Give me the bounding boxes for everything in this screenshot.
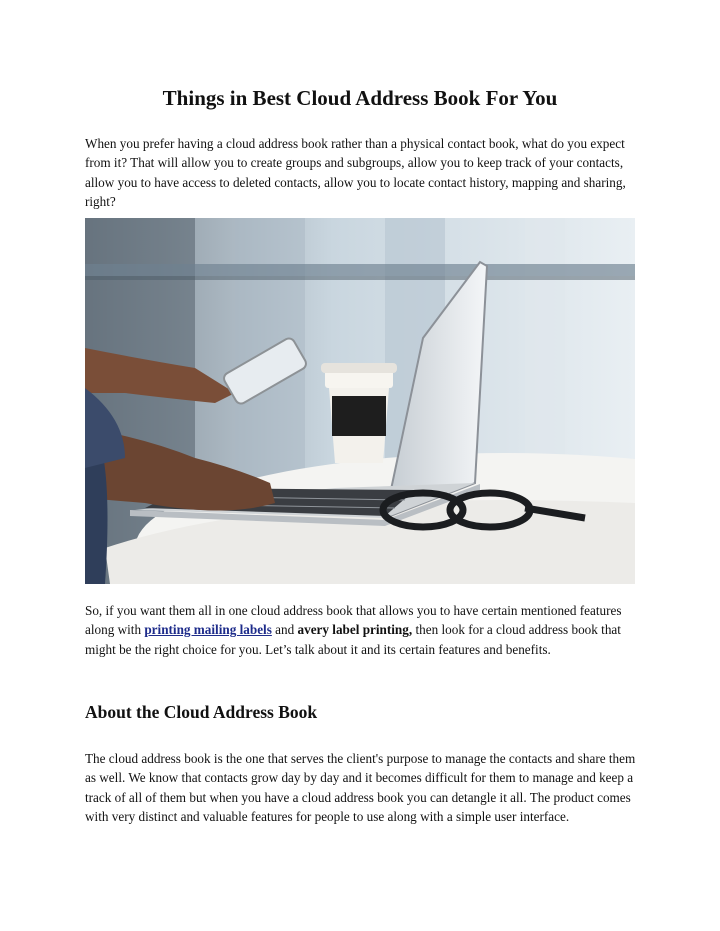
printing-mailing-labels-link[interactable]: printing mailing labels [144, 622, 272, 638]
section-heading: About the Cloud Address Book [85, 702, 318, 722]
laptop-photo [85, 218, 635, 584]
page-title: Things in Best Cloud Address Book For You [162, 86, 558, 110]
about-paragraph: The cloud address book is the one that serves the client's purpose to manage the contacts and share them as well. We know that contacts grow day by day and it becomes difficult for them to manage and keep a track of all of them but when you have a cloud address book you can detangle it all. The product comes with very distinct and valuable features for people to use along with a simple user interface. [85, 751, 636, 824]
intro-paragraph: When you prefer having a cloud address book rather than a physical contact book, what do you expect from it? That will allow you to create groups and subgroups, allow you to keep track of your contacts, allow you to have access to deleted contacts, allow you to locate contact history, mapping and sharing, right? [85, 136, 626, 209]
para2-text-before-link: So, if you want them all in one cloud address book that allows you to have certain mentioned features along with [85, 603, 622, 638]
features-paragraph [85, 601, 640, 659]
para2-text-after: then look for a cloud address book that might be the right choice for you. Let’s talk about it and its certain features and benefits. [85, 622, 621, 657]
para2-text-middle: and [271, 622, 298, 638]
avery-label-printing-text: avery label printing, [297, 622, 413, 638]
